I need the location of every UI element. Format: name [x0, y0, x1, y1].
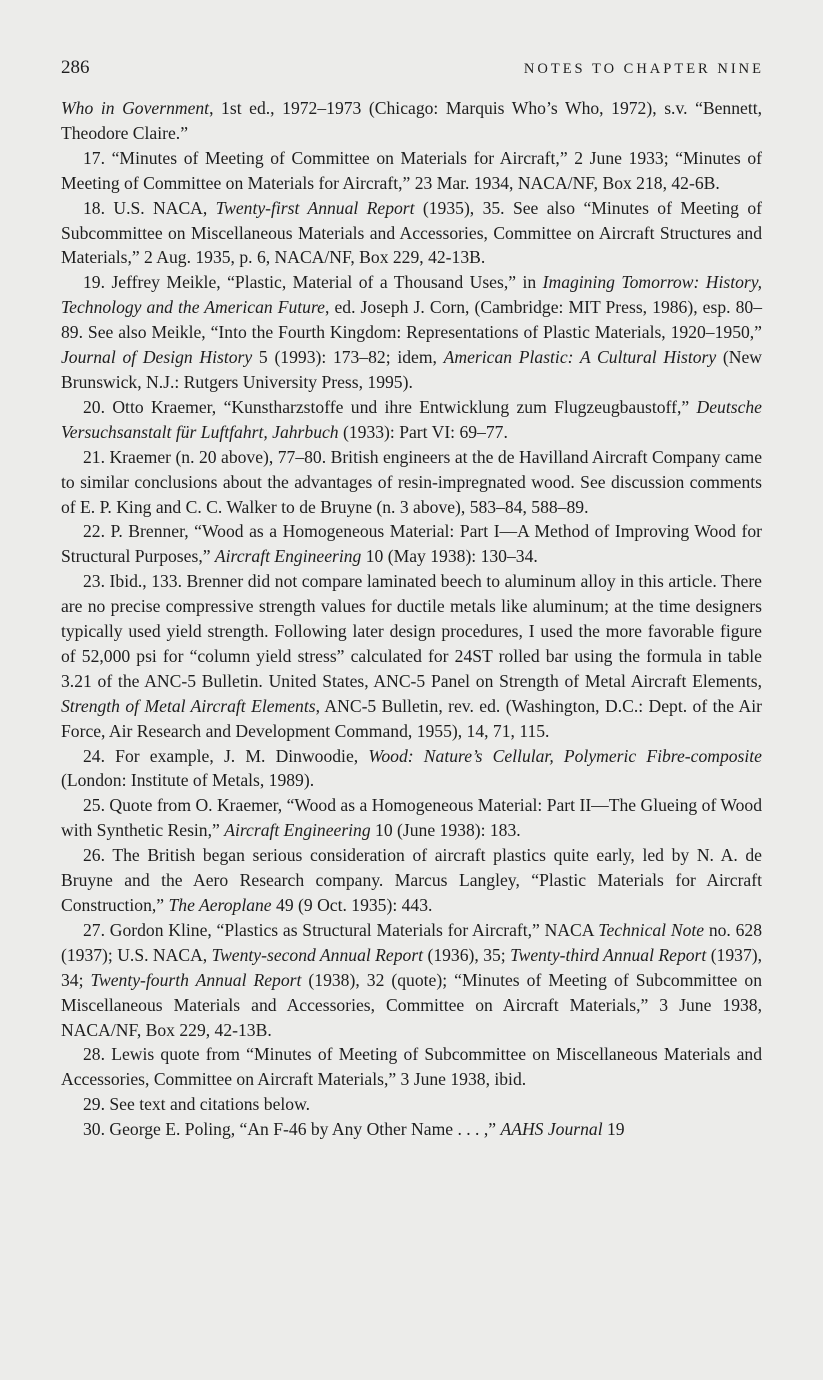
- footnote-italic-text: American Plastic: A Cultural History: [443, 347, 717, 368]
- footnote-text: 25. Quote from O. Kraemer, “Wood as a Homogeneous Material: Part II—The Glueing of Wood with Synthetic Resin,”: [61, 795, 762, 841]
- footnote-25: [61, 793, 762, 843]
- footnote-text: 20. Otto Kraemer, “Kunstharzstoffe und ihre Entwicklung zum Flugzeugbaustoff,”: [83, 396, 697, 417]
- footnote-text: 17. “Minutes of Meeting of Committee on Materials for Aircraft,” 2 June 1933; “Minutes of Meeting of Committee on Materials for Aircraft,” 23 Mar. 1934, NACA/NF, Box 218, 42-6B.: [61, 147, 762, 193]
- footnote-17: [61, 146, 762, 196]
- footnote-italic-text: Twenty-third Annual Report: [510, 944, 707, 965]
- footnote-19: [61, 270, 762, 395]
- footnote-text: 19. Jeffrey Meikle, “Plastic, Material of a Thousand Uses,” in: [83, 272, 543, 293]
- footnote-text: 19: [602, 1119, 625, 1140]
- running-head: NOTES TO CHAPTER NINE: [523, 61, 764, 77]
- footnote-22: [61, 519, 762, 569]
- footnote-italic-text: Technical Note: [598, 919, 705, 940]
- footnote-italic-text: Twenty-first Annual Report: [215, 197, 415, 218]
- footnote-text: (1935), 35. See also “Minutes of Meeting of Subcommittee on Miscellaneous Materials and Accessories, Committee on Aircraft Structures and Materials,” 2 Aug. 1935, p. 6, NACA/NF, Box 229, 42-13B.: [61, 197, 762, 268]
- footnote-text: 23. Ibid., 133. Brenner did not compare laminated beech to aluminum alloy in this article. There are no precise compressive strength values for ductile metals like aluminum; at the time designers typically used yield strength. Following later design procedures, I used the more favorable figure of 52,000 psi for “column yield stress” calculated for 24ST rolled bar using the formula in table 3.21 of the ANC-5 Bulletin. United States, ANC-5 Panel on Strength of Metal Aircraft Elements,: [61, 571, 762, 691]
- footnote-text: (1933): Part VI: 69–77.: [338, 421, 508, 442]
- footnote-text: 10 (May 1938): 130–34.: [361, 546, 538, 567]
- footnote-text: 49 (9 Oct. 1935): 443.: [271, 895, 433, 915]
- footnote-text: (1936), 35;: [423, 944, 511, 965]
- footnote-text: 21. Kraemer (n. 20 above), 77–80. British engineers at the de Havilland Aircraft Company came to similar conclusions about the advantages of resin-impregnated wood. See discussion comments of E. P. King and C. C. Walker to de Bruyne (n. 3 above), 583–84, 588–89.: [61, 446, 762, 517]
- footnote-italic-text: The Aeroplane: [168, 895, 272, 915]
- footnote-27: [61, 918, 762, 1043]
- footnote-28: [61, 1042, 762, 1092]
- footnote-text: (London: Institute of Metals, 1989).: [61, 770, 315, 791]
- footnote-text: 22. P. Brenner, “Wood as a Homogeneous Material: Part I—A Method of Improving Wood for Structural Purposes,”: [61, 521, 762, 567]
- footnote-text: (New Brunswick, N.J.: Rutgers University Press, 1995).: [61, 347, 762, 392]
- footnote-text: 5 (1993): 173–82; idem,: [252, 347, 444, 368]
- footnote-italic-text: Twenty-second Annual Report: [211, 944, 424, 965]
- footnote-italic-text: Strength of Metal Aircraft Elements: [61, 695, 316, 716]
- footnote-italic-text: Imagining Tomorrow: History, Technology and the American Future: [61, 272, 762, 318]
- footnote-italic-text: Aircraft Engineering: [214, 546, 362, 567]
- footnote-italic-text: Journal of Design History: [61, 347, 253, 368]
- footnote-26: [61, 843, 762, 918]
- footnote-italic-text: Who in Government: [61, 98, 210, 118]
- footnote-text: 29. See text and citations below.: [83, 1094, 311, 1115]
- footnote-italic-text: Aircraft Engineering: [224, 820, 371, 841]
- footnote-italic-text: AAHS Journal: [500, 1119, 603, 1140]
- footnote-italic-text: Wood: Nature’s Cellular, Polymeric Fibre-composite: [368, 745, 762, 766]
- footnote-text: , 1st ed., 1972–1973 (Chicago: Marquis Who’s Who, 1972), s.v. “Bennett, Theodore Claire.”: [61, 98, 763, 143]
- footnote-30: [61, 1117, 762, 1142]
- footnote-text: , ANC-5 Bulletin, rev. ed. (Washington, D.C.: Dept. of the Air Force, Air Research and Development Command, 1955), 14, 71, 115.: [61, 695, 762, 741]
- footnote-text: 28. Lewis quote from “Minutes of Meeting of Subcommittee on Miscellaneous Materials and Accessories, Committee on Aircraft Materials,” 3 June 1938, ibid.: [61, 1044, 762, 1090]
- footnote-29: [61, 1092, 762, 1117]
- footnote-text: 18. U.S. NACA,: [83, 197, 216, 218]
- footnote-italic-text: Deutsche Versuchsanstalt für Luftfahrt, Jahrbuch: [61, 396, 762, 442]
- footnote-text: 10 (June 1938): 183.: [370, 820, 521, 841]
- footnote-23: [61, 569, 762, 743]
- footnote-text: 27. Gordon Kline, “Plastics as Structural Materials for Aircraft,” NACA: [83, 919, 599, 940]
- footnote-21: [61, 445, 762, 520]
- footnote-text: 26. The British began serious consideration of aircraft plastics quite early, led by N. A. de Bruyne and the Aero Research company. Marcus Langley, “Plastic Materials for Aircraft Construction,”: [61, 845, 762, 915]
- notes-list: [61, 96, 762, 1142]
- footnote-text: 30. George E. Poling, “An F-46 by Any Other Name . . . ,”: [83, 1119, 501, 1140]
- footnote-italic-text: Twenty-fourth Annual Report: [90, 969, 302, 990]
- footnote-16-cont: [61, 96, 762, 146]
- footnote-20: [61, 395, 762, 445]
- footnote-text: , ed. Joseph J. Corn, (Cambridge: MIT Press, 1986), esp. 80–89. See also Meikle, “Into the Fourth Kingdom: Representations of Plastic Materials, 1920–1950,”: [61, 297, 762, 343]
- footnote-text: (1938), 32 (quote); “Minutes of Meeting of Subcommittee on Miscellaneous Materials and Accessories, Committee on Aircraft Materials,” 3 June 1938, NACA/NF, Box 229, 42-13B.: [61, 969, 762, 1040]
- footnote-text: no. 628 (1937); U.S. NACA,: [61, 919, 762, 965]
- footnote-18: [61, 196, 762, 271]
- page-number: 286: [61, 57, 90, 78]
- footnote-text: 24. For example, J. M. Dinwoodie,: [83, 745, 369, 766]
- footnote-24: [61, 744, 762, 794]
- footnote-text: (1937), 34;: [61, 944, 763, 990]
